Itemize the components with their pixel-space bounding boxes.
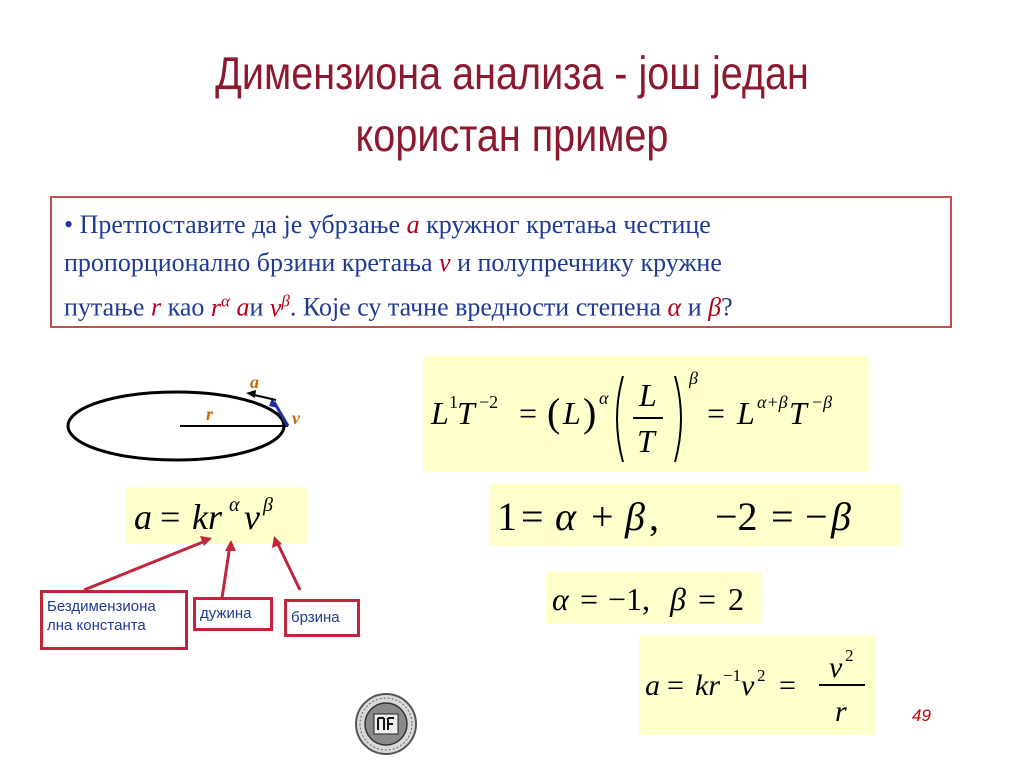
svg-text:v: v: [244, 497, 260, 537]
svg-text:r: r: [835, 695, 847, 728]
svg-text:T: T: [789, 395, 807, 431]
problem-text-1: Претпоставите да је убрзање: [79, 210, 401, 239]
problem-text-8: . Које су тачне вредности степена: [289, 292, 662, 322]
speed-label: брзина: [284, 599, 360, 637]
svg-text:L: L: [563, 395, 581, 431]
problem-text-9: и: [687, 292, 702, 322]
svg-text:,: ,: [649, 494, 659, 539]
svg-text:α: α: [552, 581, 569, 617]
svg-text:β: β: [625, 494, 645, 539]
svg-text:α+β: α+β: [757, 392, 788, 412]
svg-text:a: a: [645, 669, 660, 702]
radius-symbol: r: [150, 292, 162, 322]
svg-text:1: 1: [449, 392, 458, 412]
alpha-symbol: α: [667, 292, 682, 322]
problem-text-3: пропорционално брзини кретања: [64, 248, 433, 277]
result-formula: [639, 635, 876, 735]
solution-formula: [546, 572, 762, 624]
problem-text-2: кружног кретања честице: [426, 210, 711, 239]
bullet: •: [64, 210, 74, 239]
svg-text:v: v: [741, 669, 755, 702]
svg-text:kr: kr: [695, 669, 720, 702]
svg-text:L: L: [737, 395, 755, 431]
velocity-symbol: v: [439, 248, 451, 277]
svg-text:−: −: [805, 494, 828, 539]
svg-text:=: =: [519, 395, 538, 431]
svg-text:T: T: [457, 395, 475, 431]
svg-text:1: 1: [497, 494, 517, 539]
svg-text:2: 2: [757, 666, 766, 685]
svg-text:−1,: −1,: [608, 581, 651, 617]
svg-text:−β: −β: [811, 392, 833, 412]
svg-text:2: 2: [728, 581, 744, 617]
page-number: 49: [912, 706, 931, 725]
svg-text:−2: −2: [715, 494, 758, 539]
question-mark: ?: [721, 292, 733, 322]
svg-text:=: =: [771, 494, 794, 539]
dimensional-analysis-formula: [423, 356, 870, 472]
svg-text:α: α: [229, 494, 240, 516]
svg-text:(: (: [547, 390, 561, 435]
problem-text-7: и: [249, 292, 264, 322]
svg-text:=: =: [698, 581, 717, 617]
acceleration-symbol: a: [406, 210, 420, 239]
svg-text:T: T: [637, 423, 655, 459]
svg-text:−1: −1: [723, 666, 742, 685]
svg-text:v: v: [829, 651, 843, 684]
svg-text:=: =: [667, 669, 684, 702]
svg-text:α: α: [555, 494, 576, 539]
svg-text:L: L: [639, 377, 657, 413]
svg-text:α: α: [599, 388, 609, 408]
university-seal-logo: [354, 692, 418, 756]
v-diagram-label: v: [292, 408, 300, 428]
r-alpha-symbol: $r^\alpha$: [210, 291, 230, 322]
svg-text:=: =: [521, 494, 544, 539]
svg-text:a: a: [134, 497, 152, 537]
problem-text-4: и полупречнику кружне: [457, 248, 722, 277]
svg-text:−2: −2: [479, 392, 499, 412]
slide-title-line1: Димензиона анализа - још један: [215, 47, 809, 99]
a-diagram-label: a: [250, 372, 259, 392]
svg-text:=: =: [707, 395, 726, 431]
problem-text-5: путање: [64, 292, 145, 322]
svg-text:2: 2: [845, 646, 854, 665]
a-symbol-inline: a: [236, 292, 250, 322]
svg-text:=: =: [580, 581, 599, 617]
exponent-equations: [489, 484, 901, 546]
dimensionless-constant-label: Бездимензиона лна константа: [40, 590, 188, 650]
svg-text:): ): [583, 390, 597, 435]
slide-title-line2: користан пример: [355, 109, 669, 161]
svg-text:β: β: [689, 368, 698, 388]
svg-text:kr: kr: [192, 497, 222, 537]
svg-text:=: =: [779, 669, 796, 702]
svg-text:β: β: [263, 494, 273, 516]
svg-text:+: +: [591, 494, 614, 539]
r-diagram-label: r: [206, 404, 214, 424]
svg-text:L: L: [431, 395, 449, 431]
svg-text:β: β: [670, 581, 686, 617]
svg-text:β: β: [831, 494, 851, 539]
length-label: дужина: [193, 597, 273, 631]
problem-text-6: као: [167, 292, 205, 322]
beta-symbol: β: [708, 292, 722, 322]
v-beta-symbol: $v^\beta$: [269, 291, 290, 322]
svg-text:=: =: [160, 497, 181, 537]
